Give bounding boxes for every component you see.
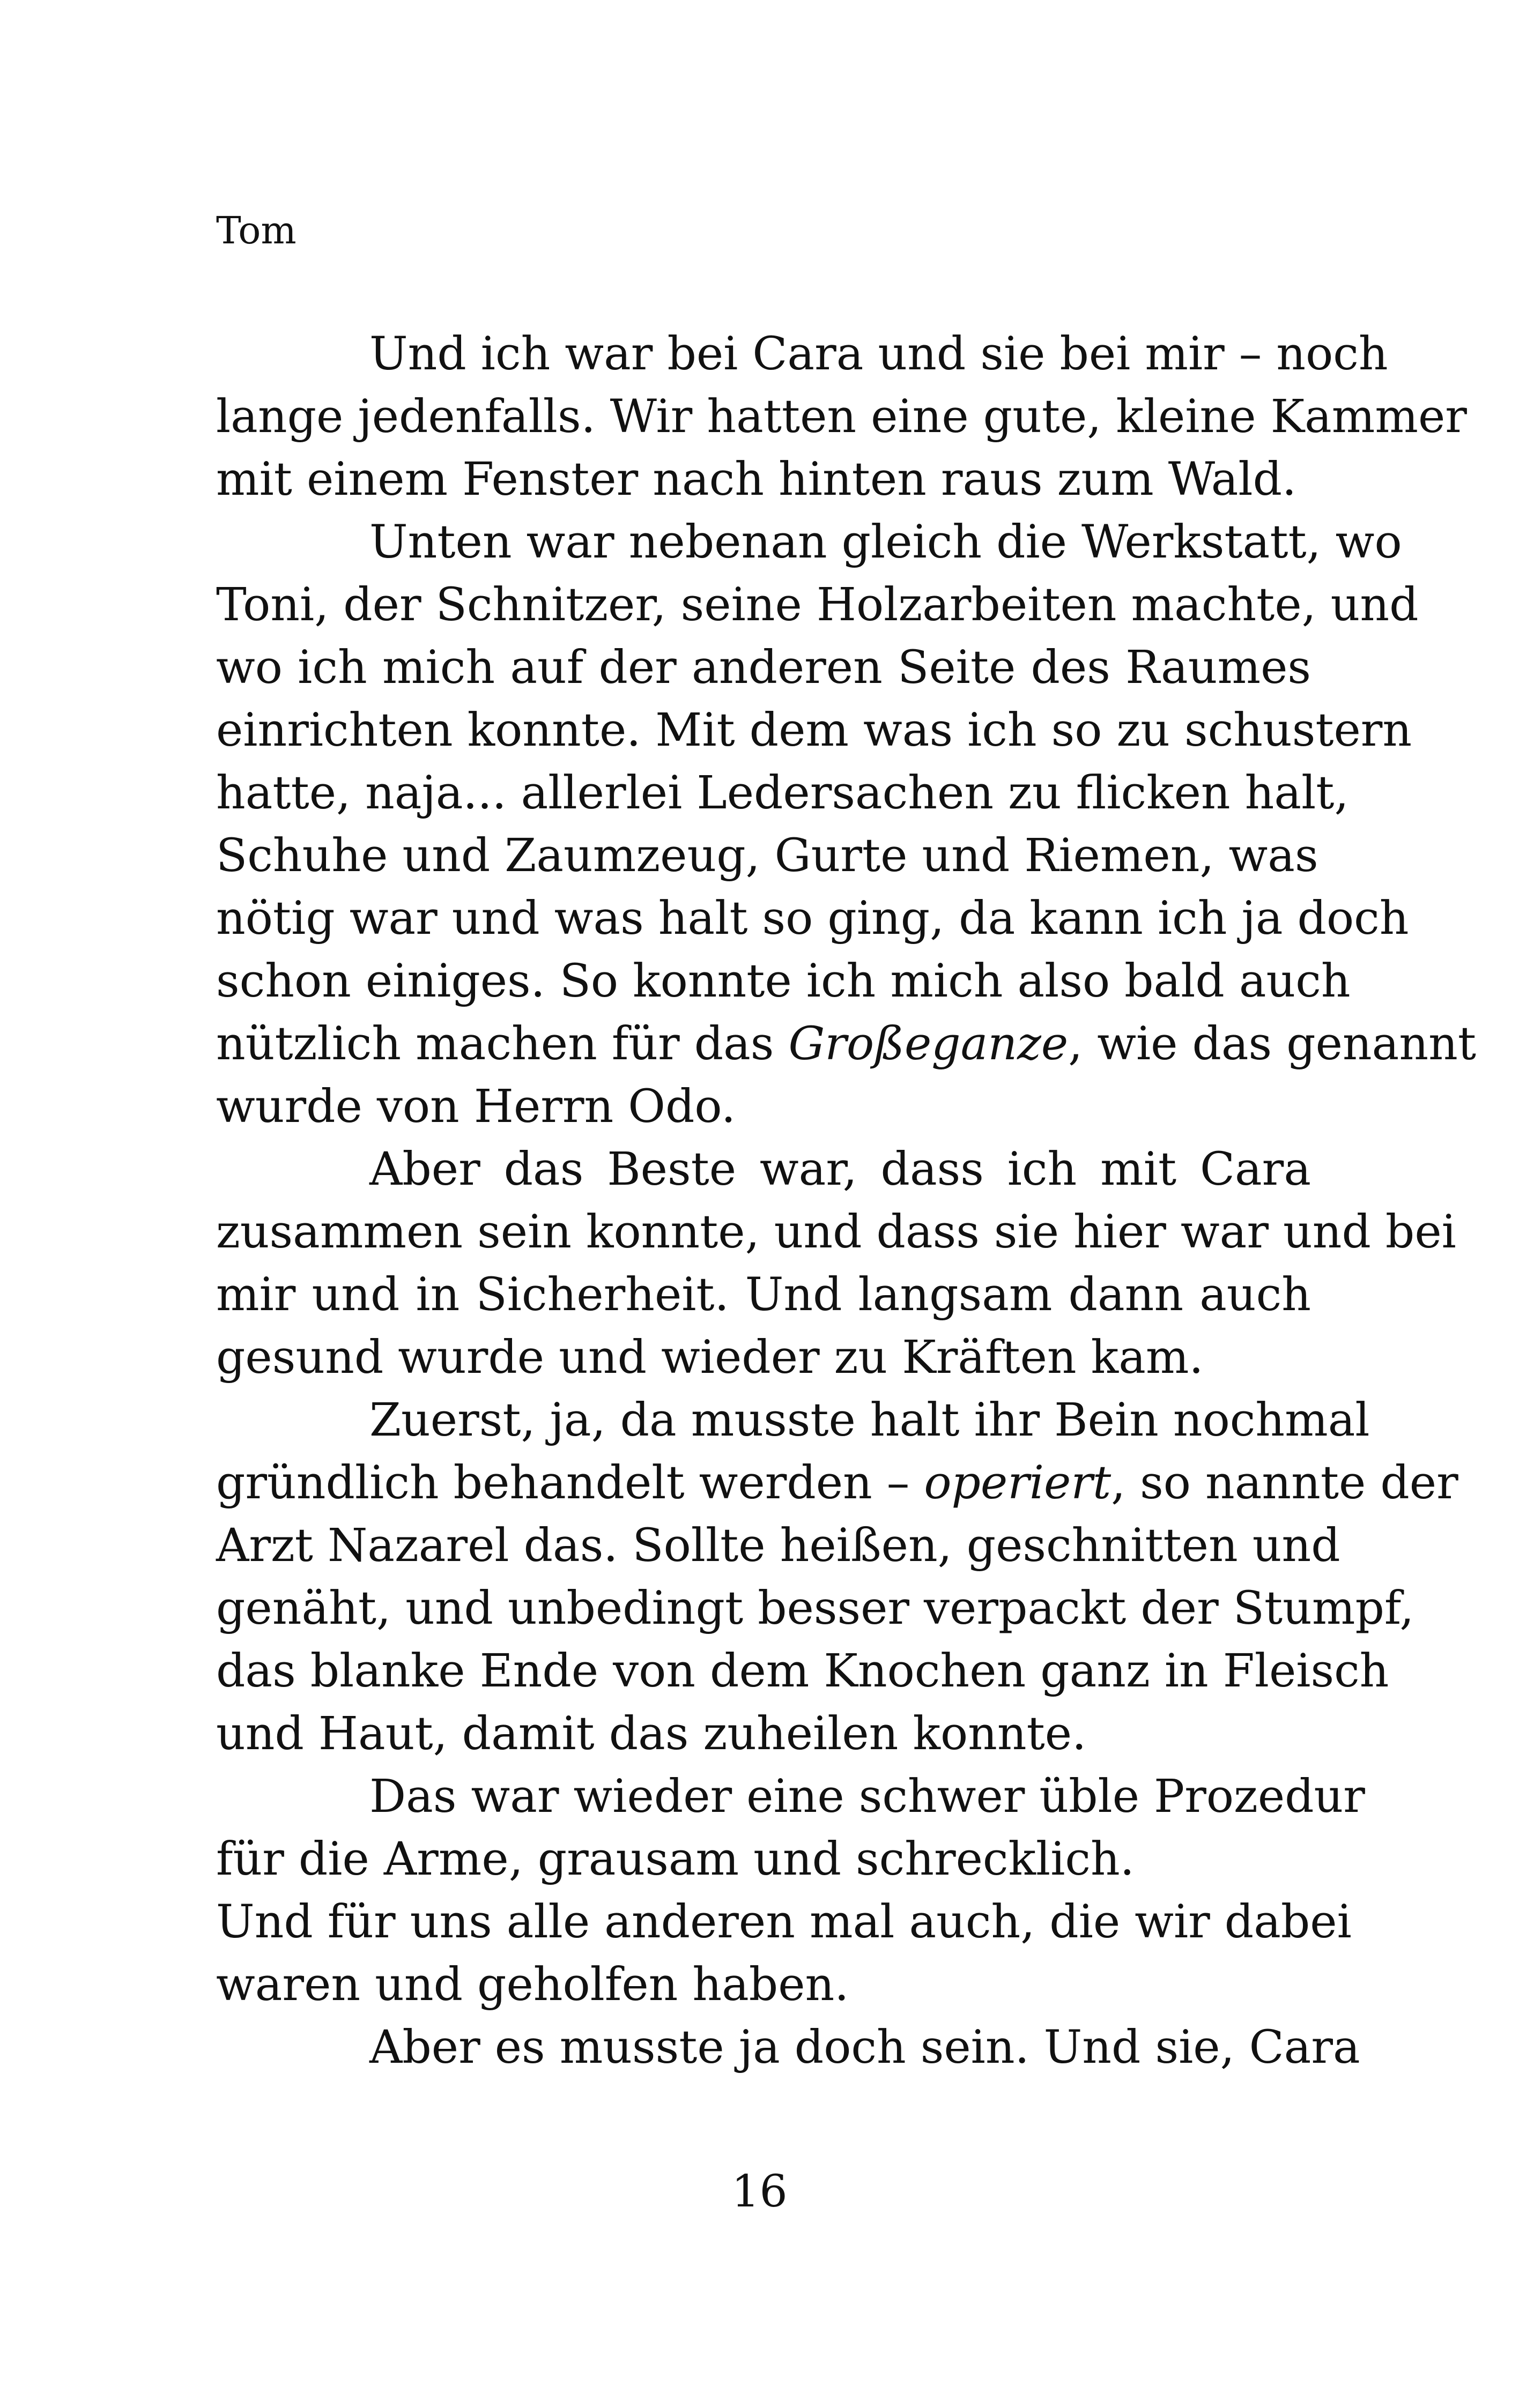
- text-segment: gründlich behandelt werden –: [216, 1456, 924, 1510]
- text-line: für die Arme, grausam und schrecklich.: [216, 1833, 1135, 1886]
- text-line: genäht, und unbedingt besser verpackt der Stumpf,: [216, 1582, 1414, 1635]
- text-line: Zuerst, ja, da musste halt ihr Bein nochmal: [369, 1394, 1370, 1447]
- text-line: wo ich mich auf der anderen Seite des Raumes: [216, 641, 1311, 694]
- text-line: Und ich war bei Cara und sie bei mir – noch: [369, 328, 1388, 381]
- text-line: Unten war nebenan gleich die Werkstatt, wo: [369, 516, 1402, 569]
- text-segment: , wie das genannt: [1068, 1017, 1476, 1071]
- text-line: Aber es musste ja doch sein. Und sie, Cara: [369, 2021, 1360, 2074]
- text-line: schon einiges. So konnte ich mich also bald auch: [216, 955, 1351, 1008]
- running-header: Tom: [216, 209, 297, 252]
- text-line: hatte, naja... allerlei Ledersachen zu flicken halt,: [216, 767, 1349, 820]
- text-segment: , so nannte der: [1111, 1456, 1458, 1510]
- text-line: Schuhe und Zaumzeug, Gurte und Riemen, was: [216, 829, 1318, 882]
- emphasized-word: Großeganze: [788, 1017, 1069, 1071]
- text-line: mit einem Fenster nach hinten raus zum Wald.: [216, 453, 1297, 506]
- text-line: mir und in Sicherheit. Und langsam dann auch: [216, 1268, 1311, 1321]
- text-line-with-emphasis: [216, 1013, 1476, 1075]
- text-line: Das war wieder eine schwer üble Prozedur: [369, 1770, 1365, 1823]
- text-line: Arzt Nazarel das. Sollte heißen, geschnitten und: [216, 1519, 1340, 1572]
- text-line: Toni, der Schnitzer, seine Holzarbeiten machte, und: [216, 578, 1419, 631]
- page-number: 16: [731, 2166, 788, 2217]
- text-line: lange jedenfalls. Wir hatten eine gute, kleine Kammer: [216, 390, 1467, 443]
- body-text: [216, 323, 1476, 2079]
- text-line: das blanke Ende von dem Knochen ganz in Fleisch: [216, 1645, 1389, 1698]
- text-segment: nützlich machen für das: [216, 1017, 789, 1071]
- text-line: gesund wurde und wieder zu Kräften kam.: [216, 1331, 1204, 1384]
- text-line: zusammen sein konnte, und dass sie hier war und bei: [216, 1206, 1456, 1259]
- text-line: Aber das Beste war, dass ich mit Cara: [369, 1143, 1311, 1196]
- text-line: nötig war und was halt so ging, da kann ich ja doch: [216, 892, 1409, 945]
- text-line: einrichten konnte. Mit dem was ich so zu schustern: [216, 704, 1412, 757]
- text-line: und Haut, damit das zuheilen konnte.: [216, 1707, 1087, 1760]
- text-line: Und für uns alle anderen mal auch, die wir dabei: [216, 1896, 1352, 1949]
- emphasized-word: operiert: [924, 1456, 1112, 1510]
- text-line: waren und geholfen haben.: [216, 1958, 849, 2011]
- text-line: wurde von Herrn Odo.: [216, 1080, 736, 1133]
- text-line-with-emphasis: [216, 1452, 1458, 1514]
